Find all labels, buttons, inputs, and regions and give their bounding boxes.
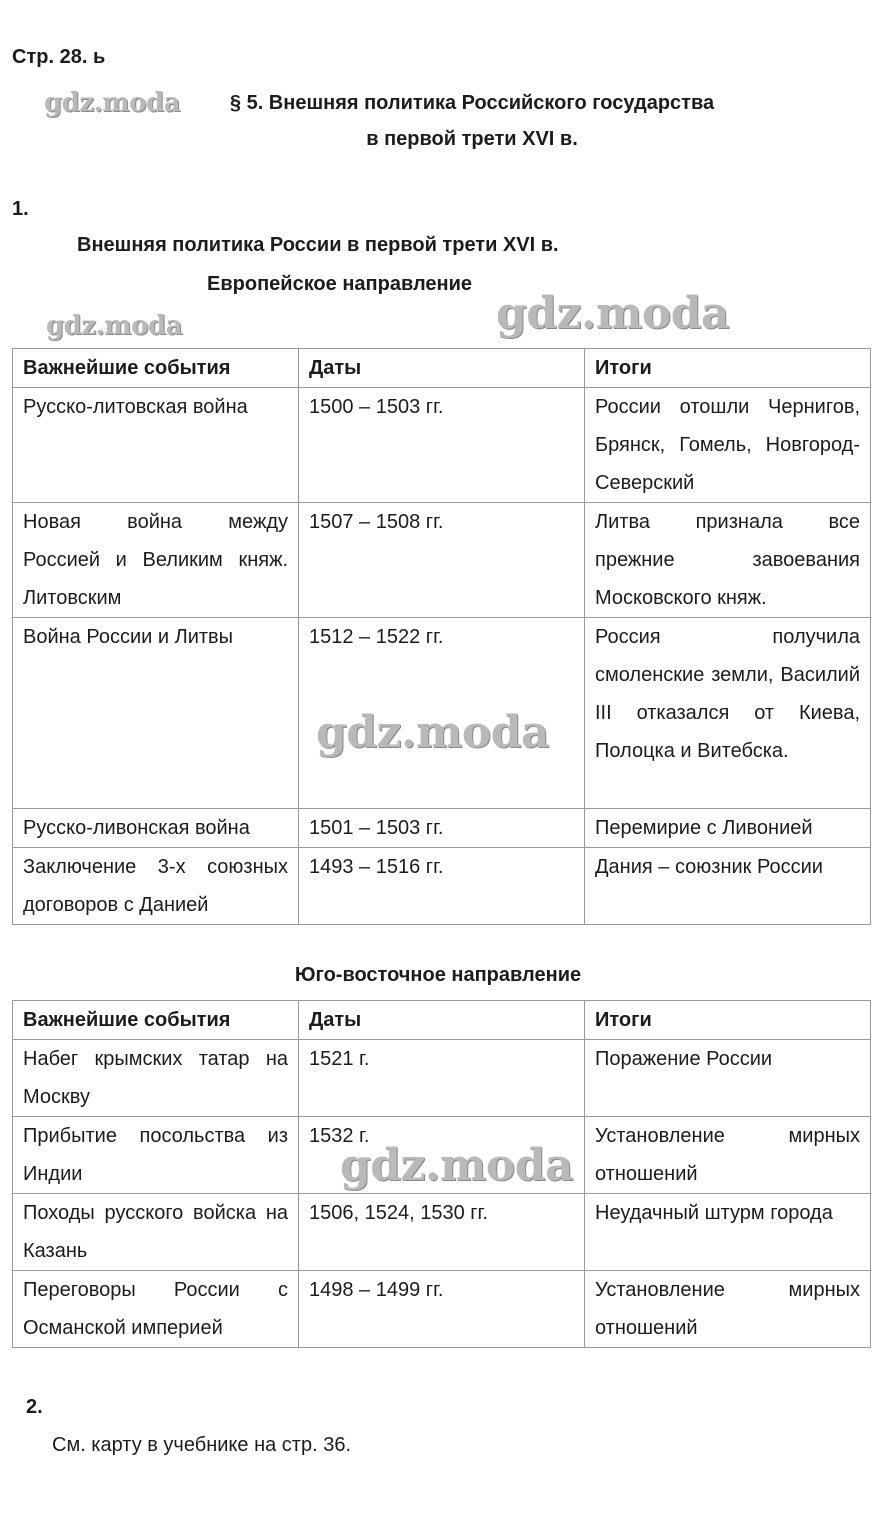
european-table [12,348,871,925]
event-cell: Набег крымских татар на Москву [13,1040,299,1117]
event-cell: Новая война между Россией и Великим княж. Литовским [13,503,299,618]
task-2-number: 2. [26,1396,43,1418]
date-cell: 1512 – 1522 гг. [299,618,585,809]
date-cell: 1506, 1524, 1530 гг. [299,1194,585,1271]
task-2-text: См. карту в учебнике на стр. 36. [52,1434,351,1456]
table-row [13,1040,871,1117]
event-cell: Походы русского войска на Казань [13,1194,299,1271]
event-cell: Переговоры России с Османской империей [13,1271,299,1348]
header-events: Важнейшие события [13,1001,299,1040]
result-cell: Перемирие с Ливонией [585,809,871,848]
date-cell: 1532 г. [299,1117,585,1194]
header-dates: Даты [299,349,585,388]
header-dates: Даты [299,1001,585,1040]
southeast-heading: Юго-восточное направление [294,964,582,986]
result-cell: России отошли Чернигов, Брянск, Гомель, Новгород-Северский [585,388,871,503]
date-cell: 1493 – 1516 гг. [299,848,585,925]
table-row [13,809,871,848]
table-row [13,503,871,618]
table-row [13,1194,871,1271]
result-cell: Дания – союзник России [585,848,871,925]
result-cell: Литва признала все прежние завоевания Московского княж. [585,503,871,618]
table-row [13,388,871,503]
table-header-row [13,1001,871,1040]
header-results: Итоги [585,1001,871,1040]
task-1-number: 1. [12,198,29,220]
date-cell: 1507 – 1508 гг. [299,503,585,618]
page-reference [12,46,105,69]
event-cell: Русско-ливонская война [13,809,299,848]
result-cell: Установление мирных отношений [585,1117,871,1194]
table-header-row [13,349,871,388]
watermark-logo: gdz.moda [316,707,550,758]
event-cell: Прибытие посольства из Индии [13,1117,299,1194]
table-row [13,1271,871,1348]
watermark-logo: gdz.moda [496,288,730,339]
header-results: Итоги [585,349,871,388]
date-cell: 1500 – 1503 гг. [299,388,585,503]
date-cell: 1521 г. [299,1040,585,1117]
result-cell: Неудачный штурм города [585,1194,871,1271]
european-heading: Европейское направление [207,273,473,295]
page-title-line1: § 5. Внешняя политика Российского государства [229,92,715,114]
result-cell: Поражение России [585,1040,871,1117]
date-cell: 1501 – 1503 гг. [299,809,585,848]
page-title-line2: в первой трети XVI в. [366,128,578,150]
page-reference-tail: ь [92,46,106,68]
page-reference-text: Стр. 28. [12,46,88,68]
table-row [13,848,871,925]
result-cell: Установление мирных отношений [585,1271,871,1348]
result-cell: Россия получила смоленские земли, Василий III отказался от Киева, Полоцка и Витебска. [585,618,871,809]
event-cell: Заключение 3-х союзных договоров с Данией [13,848,299,925]
header-events: Важнейшие события [13,349,299,388]
watermark-logo: gdz.moda [340,1140,574,1191]
date-cell: 1498 – 1499 гг. [299,1271,585,1348]
watermark-logo: gdz.moda [44,88,181,118]
page-title [0,85,884,157]
event-cell: Русско-литовская война [13,388,299,503]
watermark-logo: gdz.moda [46,311,183,341]
event-cell: Война России и Литвы [13,618,299,809]
table-subtitle: Внешняя политика России в первой трети XVI в. [77,234,559,256]
